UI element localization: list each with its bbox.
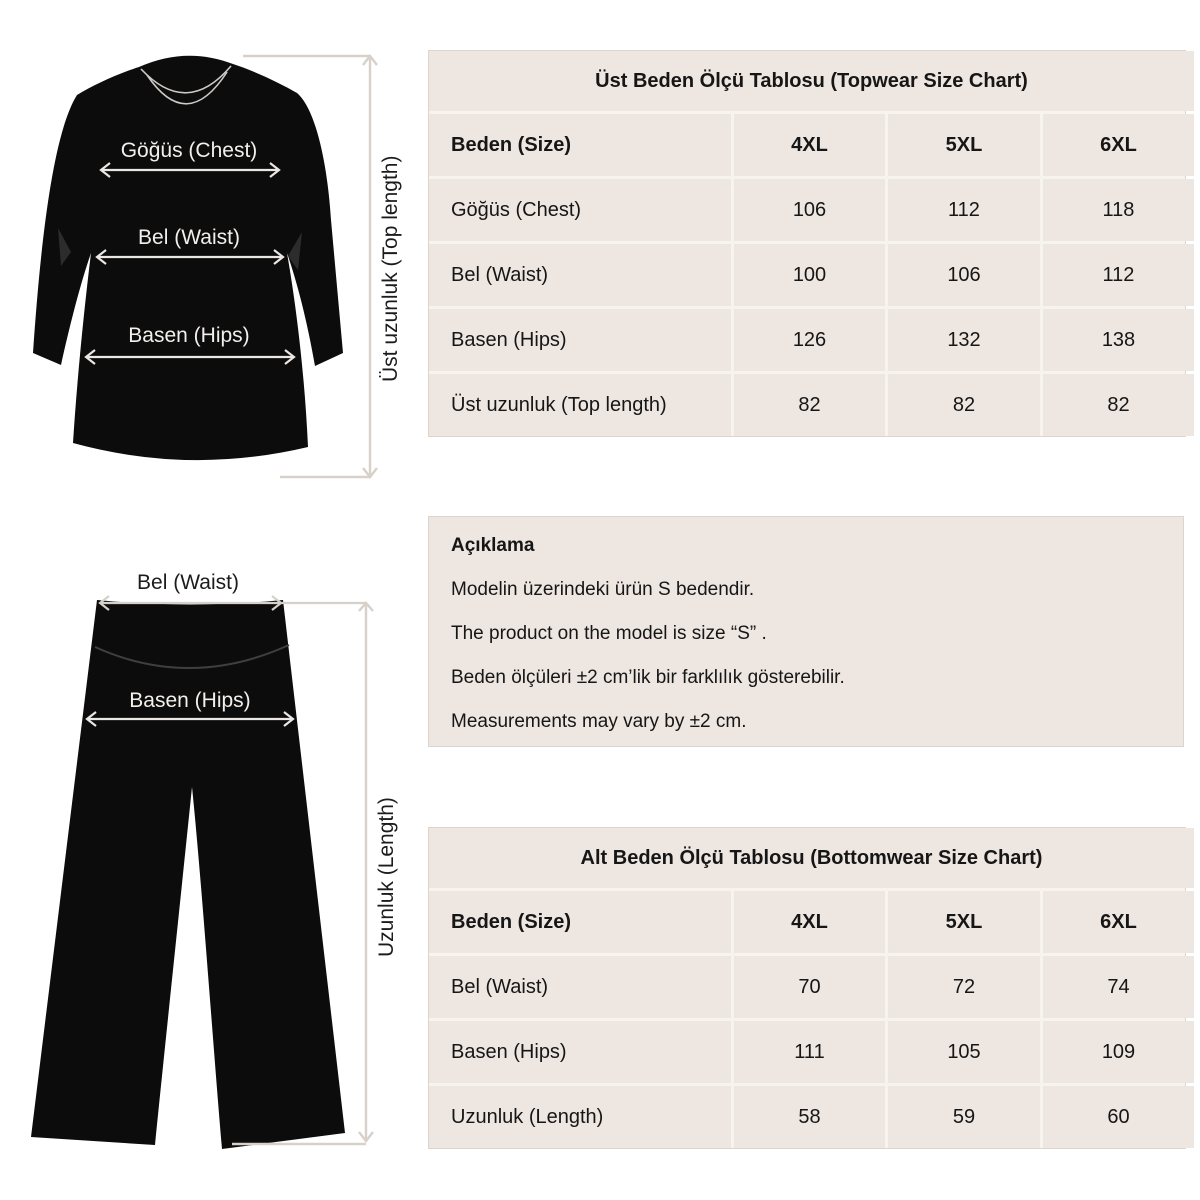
cell-value: 112: [888, 179, 1040, 241]
row-label: Basen (Hips): [429, 309, 731, 371]
column-header: 5XL: [888, 891, 1040, 953]
cell-value: 72: [888, 956, 1040, 1018]
row-label: Basen (Hips): [429, 1021, 731, 1083]
cell-value: 100: [734, 244, 885, 306]
note-line: Beden ölçüleri ±2 cm’lik bir farklılık gösterebilir.: [451, 667, 845, 688]
table-title: Üst Beden Ölçü Tablosu (Topwear Size Chart): [429, 51, 1194, 111]
notes-box: [428, 516, 1184, 747]
cell-value: 112: [1043, 244, 1194, 306]
cell-value: 59: [888, 1086, 1040, 1148]
cell-value: 74: [1043, 956, 1194, 1018]
bottomwear-illustration: [0, 545, 420, 1165]
pants-shape: [31, 600, 345, 1149]
cell-value: 109: [1043, 1021, 1194, 1083]
waist-label: Bel (Waist): [137, 571, 239, 594]
column-header: 6XL: [1043, 891, 1194, 953]
top-length-label: Üst uzunluk (Top length): [379, 155, 402, 382]
cell-value: 58: [734, 1086, 885, 1148]
column-header: 4XL: [734, 891, 885, 953]
topwear-size-table: [428, 50, 1186, 437]
cell-value: 82: [888, 374, 1040, 436]
hips-label: Basen (Hips): [128, 324, 250, 347]
note-line: The product on the model is size “S” .: [451, 623, 767, 644]
row-label: Bel (Waist): [429, 956, 731, 1018]
cell-value: 111: [734, 1021, 885, 1083]
notes-title: Açıklama: [451, 535, 535, 556]
table-title: Alt Beden Ölçü Tablosu (Bottomwear Size Chart): [429, 828, 1194, 888]
row-label: Göğüs (Chest): [429, 179, 731, 241]
cell-value: 106: [888, 244, 1040, 306]
cell-value: 82: [1043, 374, 1194, 436]
column-header: 5XL: [888, 114, 1040, 176]
note-line: Modelin üzerindeki ürün S bedendir.: [451, 579, 755, 600]
column-header: Beden (Size): [429, 891, 731, 953]
topwear-illustration: [0, 20, 420, 500]
cell-value: 70: [734, 956, 885, 1018]
row-label: Bel (Waist): [429, 244, 731, 306]
length-label: Uzunluk (Length): [375, 797, 398, 957]
cell-value: 82: [734, 374, 885, 436]
row-label: Üst uzunluk (Top length): [429, 374, 731, 436]
note-line: Measurements may vary by ±2 cm.: [451, 711, 747, 732]
cell-value: 138: [1043, 309, 1194, 371]
cell-value: 60: [1043, 1086, 1194, 1148]
hips-label: Basen (Hips): [129, 689, 251, 712]
cell-value: 105: [888, 1021, 1040, 1083]
column-header: Beden (Size): [429, 114, 731, 176]
row-label: Uzunluk (Length): [429, 1086, 731, 1148]
cell-value: 132: [888, 309, 1040, 371]
cell-value: 126: [734, 309, 885, 371]
waist-label: Bel (Waist): [138, 226, 240, 249]
cell-value: 118: [1043, 179, 1194, 241]
chest-label: Göğüs (Chest): [120, 139, 258, 162]
cell-value: 106: [734, 179, 885, 241]
column-header: 4XL: [734, 114, 885, 176]
bottomwear-size-table: [428, 827, 1186, 1149]
column-header: 6XL: [1043, 114, 1194, 176]
